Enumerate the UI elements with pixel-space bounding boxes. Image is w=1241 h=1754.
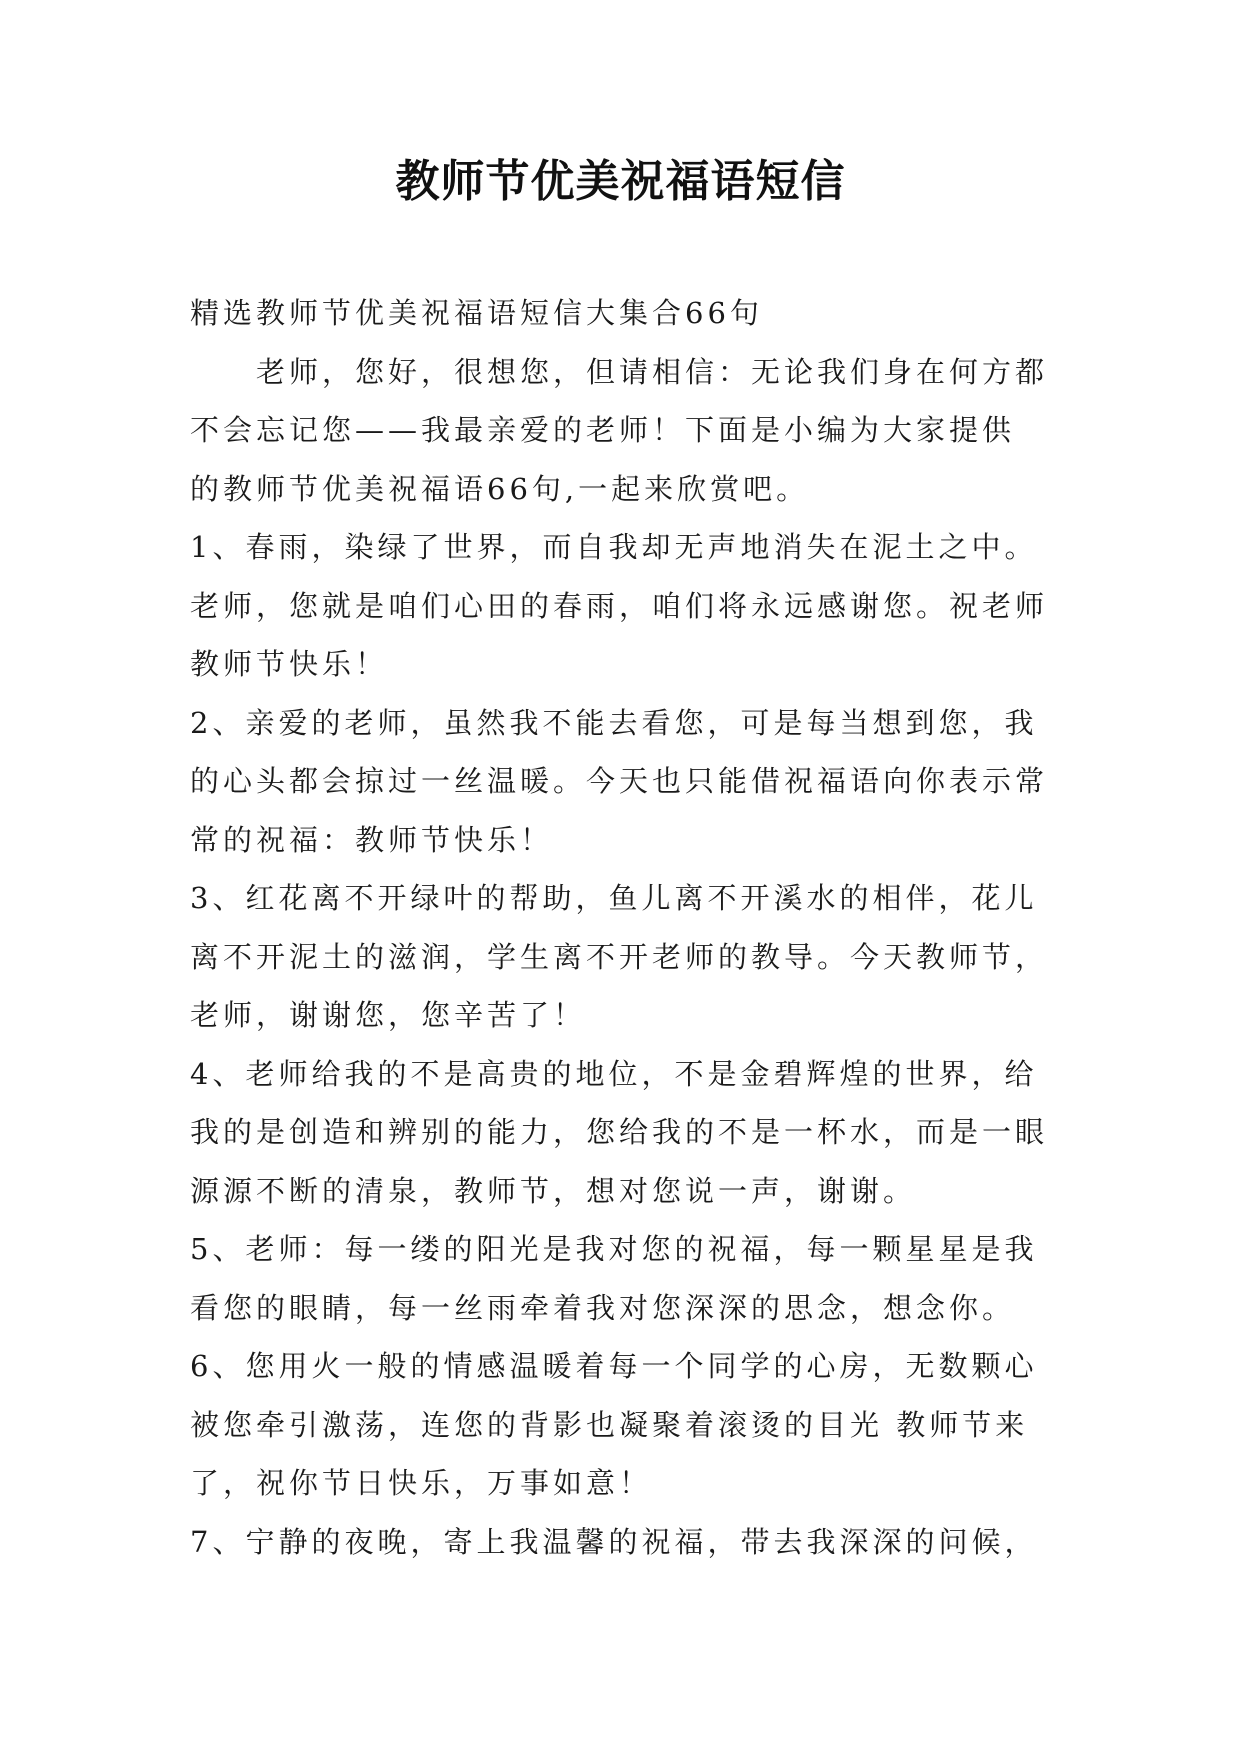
document-title: 教师节优美祝福语短信: [395, 156, 846, 207]
list-item-line: 源源不断的清泉，教师节，想对您说一声，谢谢。: [190, 1173, 917, 1208]
list-item-line: 2、亲爱的老师，虽然我不能去看您，可是每当想到您，我: [190, 705, 1038, 740]
list-item-line: 1、春雨，染绿了世界，而自我却无声地消失在泥土之中。: [190, 530, 1038, 564]
list-item-line: 5、老师：每一缕的阳光是我对您的祝福，每一颗星星是我: [190, 1232, 1038, 1266]
list-item-line: 常的祝福：教师节快乐！: [190, 822, 554, 857]
list-item-line: 我的是创造和辨别的能力，您给我的不是一杯水，而是一眼: [190, 1115, 1049, 1149]
list-item-line: 7、宁静的夜晚，寄上我温馨的祝福，带去我深深的问候，: [190, 1524, 1038, 1559]
list-item-line: 教师节快乐！: [190, 647, 389, 681]
list-item-line: 被您牵引激荡，连您的背影也凝聚着滚烫的目光 教师节来: [190, 1407, 1029, 1442]
list-item-line: 3、红花离不开绿叶的帮助，鱼儿离不开溪水的相伴，花儿: [190, 881, 1038, 915]
intro-heading-line: 精选教师节优美祝福语短信大集合66句: [190, 296, 763, 330]
list-item-line: 4、老师给我的不是高贵的地位，不是金碧辉煌的世界，给: [190, 1056, 1038, 1091]
list-item-line: 了，祝你节日快乐，万事如意！: [190, 1466, 653, 1500]
paragraph-line: 的教师节优美祝福语66句,一起来欣赏吧。: [190, 471, 810, 506]
document-body: [190, 284, 1070, 1571]
paragraph-line: 老师，您好，很想您，但请相信：无论我们身在何方都: [256, 354, 1049, 389]
list-item-line: 的心头都会掠过一丝温暖。今天也只能借祝福语向你表示常: [190, 764, 1049, 798]
list-item-line: 离不开泥土的滋润，学生离不开老师的教导。今天教师节，: [190, 939, 1049, 974]
list-item-line: 老师，您就是咱们心田的春雨，咱们将永远感谢您。祝老师: [190, 588, 1049, 623]
list-item-line: 看您的眼睛，每一丝雨牵着我对您深深的思念，想念你。: [190, 1290, 1016, 1325]
list-item-line: 6、您用火一般的情感温暖着每一个同学的心房，无数颗心: [190, 1349, 1038, 1383]
list-item-line: 老师，谢谢您，您辛苦了！: [190, 998, 587, 1032]
paragraph-line: 不会忘记您——我最亲爱的老师！下面是小编为大家提供: [190, 413, 1016, 447]
